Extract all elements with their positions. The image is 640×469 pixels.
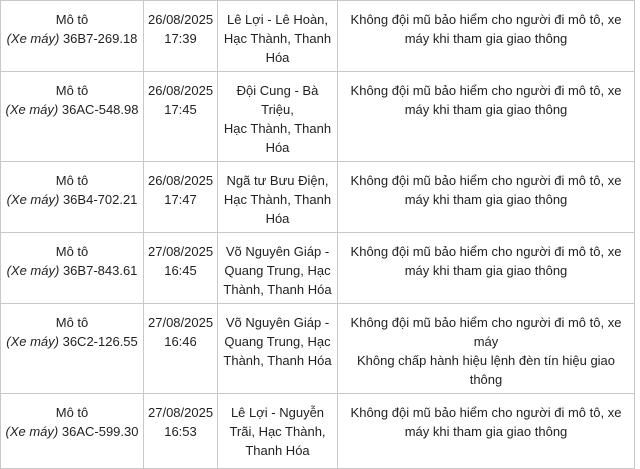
location-line: Trãi, Hạc Thành, [229, 424, 326, 439]
vehicle-plate-line [5, 332, 139, 351]
location-line: Thành, Thanh Hóa [223, 282, 332, 297]
location-line: Hóa [265, 211, 290, 226]
vehicle-subtype: (Xe máy) [6, 334, 59, 349]
vehicle-plate-line [5, 261, 139, 280]
violation-line: Không chấp hành hiệu lệnh đèn tín hiệu giao thông [356, 353, 616, 387]
license-plate: 36B7-269.18 [62, 31, 138, 46]
location-line: Võ Nguyên Giáp - [225, 315, 330, 330]
violation-time: 17:45 [164, 102, 197, 117]
vehicle-cell [1, 162, 144, 233]
table-row [1, 162, 635, 233]
violation-line: máy khi tham gia giao thông [404, 263, 568, 278]
violation-cell [338, 304, 635, 394]
location-line: Ngã tư Bưu Điện, [226, 173, 329, 188]
license-plate: 36B4-702.21 [62, 192, 138, 207]
vehicle-plate-line [5, 100, 139, 119]
table-row [1, 233, 635, 304]
location-line: Hóa [265, 50, 290, 65]
violation-line: máy [473, 334, 499, 349]
vehicle-subtype: (Xe máy) [6, 263, 60, 278]
license-plate: 36AC-548.98 [61, 102, 139, 117]
vehicle-type: Mô tô [55, 173, 89, 188]
location-line: Lê Lợi - Nguyễn [230, 405, 325, 420]
violation-time: 16:45 [164, 263, 197, 278]
violation-cell [338, 233, 635, 304]
violation-line: Không đội mũ bảo hiểm cho người đi mô tô, xe [350, 315, 622, 330]
violation-cell [338, 394, 635, 469]
table-row [1, 72, 635, 162]
table-row [1, 394, 635, 469]
location-cell [218, 72, 338, 162]
location-line: Quang Trung, Hạc [224, 334, 331, 349]
vehicle-type: Mô tô [55, 405, 89, 420]
vehicle-subtype: (Xe máy) [6, 192, 60, 207]
vehicle-subtype: (Xe máy) [5, 102, 59, 117]
vehicle-type: Mô tô [55, 315, 89, 330]
violation-cell [338, 1, 635, 72]
vehicle-plate-line [5, 190, 139, 209]
license-plate: 36C2-126.55 [62, 334, 138, 349]
vehicle-cell [1, 233, 144, 304]
violation-line: máy khi tham gia giao thông [404, 192, 568, 207]
vehicle-type: Mô tô [55, 244, 89, 259]
location-cell [218, 1, 338, 72]
violation-time: 17:39 [164, 31, 197, 46]
location-line: Hạc Thành, Thanh [223, 121, 332, 136]
vehicle-plate-line [5, 29, 139, 48]
violation-date: 27/08/2025 [148, 244, 214, 259]
violation-date: 27/08/2025 [148, 315, 214, 330]
location-cell [218, 162, 338, 233]
violation-line: Không đội mũ bảo hiểm cho người đi mô tô, xe [350, 83, 622, 98]
violation-cell [338, 72, 635, 162]
location-cell [218, 304, 338, 394]
location-line: Lê Lợi - Lê Hoàn, [226, 12, 329, 27]
location-line: Hạc Thành, Thanh [223, 192, 332, 207]
license-plate: 36B7-843.61 [62, 263, 138, 278]
vehicle-cell [1, 394, 144, 469]
location-line: Đội Cung - Bà Triệu, [236, 83, 319, 117]
violation-line: máy khi tham gia giao thông [404, 424, 568, 439]
license-plate: 36AC-599.30 [61, 424, 139, 439]
location-line: Hạc Thành, Thanh [223, 31, 332, 46]
vehicle-cell [1, 1, 144, 72]
vehicle-cell [1, 304, 144, 394]
location-line: Hóa [265, 140, 290, 155]
violation-line: máy khi tham gia giao thông [404, 31, 568, 46]
violations-table-body [1, 1, 635, 469]
violation-line: Không đội mũ bảo hiểm cho người đi mô tô, xe [350, 405, 622, 420]
location-line: Võ Nguyên Giáp - [225, 244, 330, 259]
location-line: Thành, Thanh Hóa [223, 353, 332, 368]
vehicle-cell [1, 72, 144, 162]
datetime-cell [144, 1, 218, 72]
location-cell [218, 394, 338, 469]
location-line: Thanh Hóa [245, 443, 310, 458]
vehicle-subtype: (Xe máy) [6, 31, 60, 46]
datetime-cell [144, 233, 218, 304]
datetime-cell [144, 162, 218, 233]
vehicle-subtype: (Xe máy) [5, 424, 59, 439]
violation-cell [338, 162, 635, 233]
violation-time: 17:47 [164, 192, 197, 207]
table-row [1, 1, 635, 72]
violation-line: Không đội mũ bảo hiểm cho người đi mô tô, xe [350, 244, 622, 259]
violation-date: 26/08/2025 [148, 173, 214, 188]
violation-line: máy khi tham gia giao thông [404, 102, 568, 117]
violation-line: Không đội mũ bảo hiểm cho người đi mô tô, xe [350, 173, 622, 188]
violation-date: 26/08/2025 [148, 83, 214, 98]
violation-line: Không đội mũ bảo hiểm cho người đi mô tô, xe [350, 12, 622, 27]
vehicle-type: Mô tô [55, 83, 89, 98]
datetime-cell [144, 72, 218, 162]
violation-time: 16:46 [164, 334, 197, 349]
violation-time: 16:53 [164, 424, 197, 439]
datetime-cell [144, 394, 218, 469]
vehicle-plate-line [5, 422, 139, 441]
violation-date: 27/08/2025 [148, 405, 214, 420]
table-row [1, 304, 635, 394]
datetime-cell [144, 304, 218, 394]
location-line: Quang Trung, Hạc [224, 263, 331, 278]
location-cell [218, 233, 338, 304]
violation-date: 26/08/2025 [148, 12, 214, 27]
vehicle-type: Mô tô [55, 12, 89, 27]
